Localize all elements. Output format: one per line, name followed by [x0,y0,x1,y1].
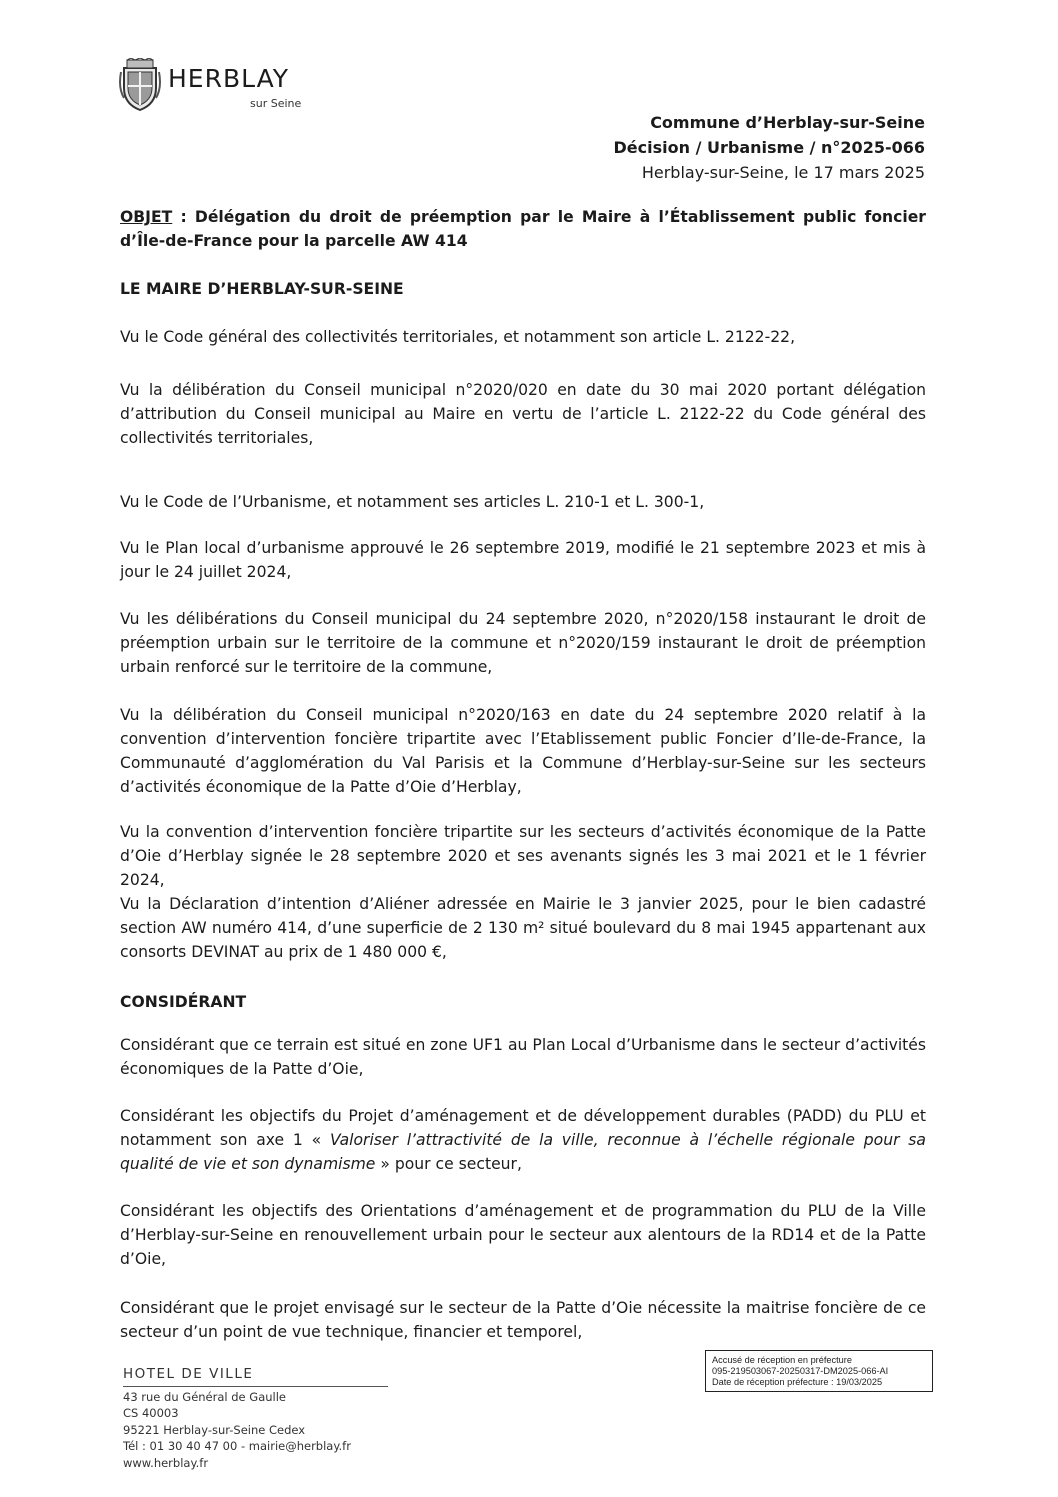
considerant-paragraph-2 [120,1104,926,1176]
decision-number: Décision / Urbanisme / n°2025-066 [613,138,925,157]
considerant-paragraph-4: Considérant que le projet envisagé sur le secteur de la Patte d’Oie nécessite la maitrise foncière de ce secteur d’un point de vue technique, financier et temporel, [120,1299,926,1341]
vu-paragraph-3: Vu le Code de l’Urbanisme, et notamment ses articles L. 210-1 et L. 300-1, [120,493,705,511]
footer-line: Tél : 01 30 40 47 00 - mairie@herblay.fr [123,1439,351,1453]
considerant-paragraph-1: Considérant que ce terrain est situé en zone UF1 au Plan Local d’Urbanisme dans le secteur d’activités économiques de la Patte d’Oie, [120,1036,926,1078]
footer-line: 95221 Herblay-sur-Seine Cedex [123,1422,306,1437]
commune-name: Commune d’Herblay-sur-Seine [650,113,925,132]
footer-line: www.herblay.fr [123,1455,209,1470]
objet-text: : Délégation du droit de préemption par le Maire à l’Établissement public foncier d’Île-de-France pour la parcelle AW 414 [120,208,926,250]
stamp-line-3: Date de réception préfecture : 19/03/2025 [712,1377,883,1387]
vu-paragraph-7: Vu la convention d’intervention foncière tripartite sur les secteurs d’activités économique de la Patte d’Oie d’Herblay signée le 28 septembre 2020 et ses avenants signés les 3 mai 2021 et le 1 février 2024, [120,823,926,889]
considerant-2-start: Considérant les objectifs du Projet d’aménagement et de développement durables (PADD) du PLU et notamment son axe 1 « [120,1107,926,1149]
considerant-2-end: » pour ce secteur, [375,1155,522,1173]
footer-address [123,1366,351,1471]
vu-paragraph-1: Vu le Code général des collectivités territoriales, et notamment son article L. 2122-22, [120,328,796,346]
considerant-heading: CONSIDÉRANT [120,993,247,1011]
vu-paragraph-6: Vu la délibération du Conseil municipal n°2020/163 en date du 24 septembre 2020 relatif à la convention d’intervention foncière tripartite avec l’Etablissement public Foncier d’Ile-de-France, la Communauté d’agglomération du Val Parisis et la Commune d’Herblay-sur-Seine sur les secteurs d’activités économique de la Patte d’Oie d’Herblay, [120,706,926,796]
herblay-logo [118,58,328,118]
stamp-line-1: Accusé de réception en préfecture [712,1355,852,1365]
maire-heading: LE MAIRE D’HERBLAY-SUR-SEINE [120,280,404,298]
vu-paragraph-2: Vu la délibération du Conseil municipal n°2020/020 en date du 30 mai 2020 portant délégation d’attribution du Conseil municipal au Maire en vertu de l’article L. 2122-22 du Code général des collectivités territoriales, [120,381,926,447]
vu-paragraph-8: Vu la Déclaration d’intention d’Aliéner adressée en Mairie le 3 janvier 2025, pour le bien cadastré section AW numéro 414, d’une superficie de 2 130 m² situé boulevard du 8 mai 1945 appartenant aux consorts DEVINAT au prix de 1 480 000 €, [120,895,926,961]
footer-line: CS 40003 [123,1406,179,1420]
prefecture-receipt-stamp [705,1350,933,1392]
date-place: Herblay-sur-Seine, le 17 mars 2025 [641,163,925,182]
padd-axis-quote: Valoriser l’attractivité de la ville, reconnue à l’échelle régionale pour sa qualité de vie et son dynamisme [120,1131,926,1173]
objet-paragraph [120,205,926,253]
considerant-paragraph-3: Considérant les objectifs des Orientations d’aménagement et de programmation du PLU de la Ville d’Herblay-sur-Seine en renouvellement urbain pour le secteur aux alentours de la RD14 et de la Patte d’Oie, [120,1202,926,1268]
vu-paragraph-4: Vu le Plan local d’urbanisme approuvé le 26 septembre 2019, modifié le 21 septembre 2023 et mis à jour le 24 juillet 2024, [120,539,926,581]
footer-title: HOTEL DE VILLE [123,1366,254,1382]
stamp-line-2: 095-219503067-20250317-DM2025-066-AI [712,1366,889,1376]
coat-of-arms-icon [118,58,162,112]
vu-paragraph-5: Vu les délibérations du Conseil municipal du 24 septembre 2020, n°2020/158 instaurant le droit de préemption urbain sur le territoire de la commune et n°2020/159 instaurant le droit de préemption urbain renforcé sur le territoire de la commune, [120,610,926,676]
objet-label: OBJET [120,208,173,226]
logo-name: HERBLAY [168,64,290,93]
logo-subtitle: sur Seine [250,97,302,110]
footer-line: 43 rue du Général de Gaulle [123,1389,286,1404]
document-header [614,110,925,185]
